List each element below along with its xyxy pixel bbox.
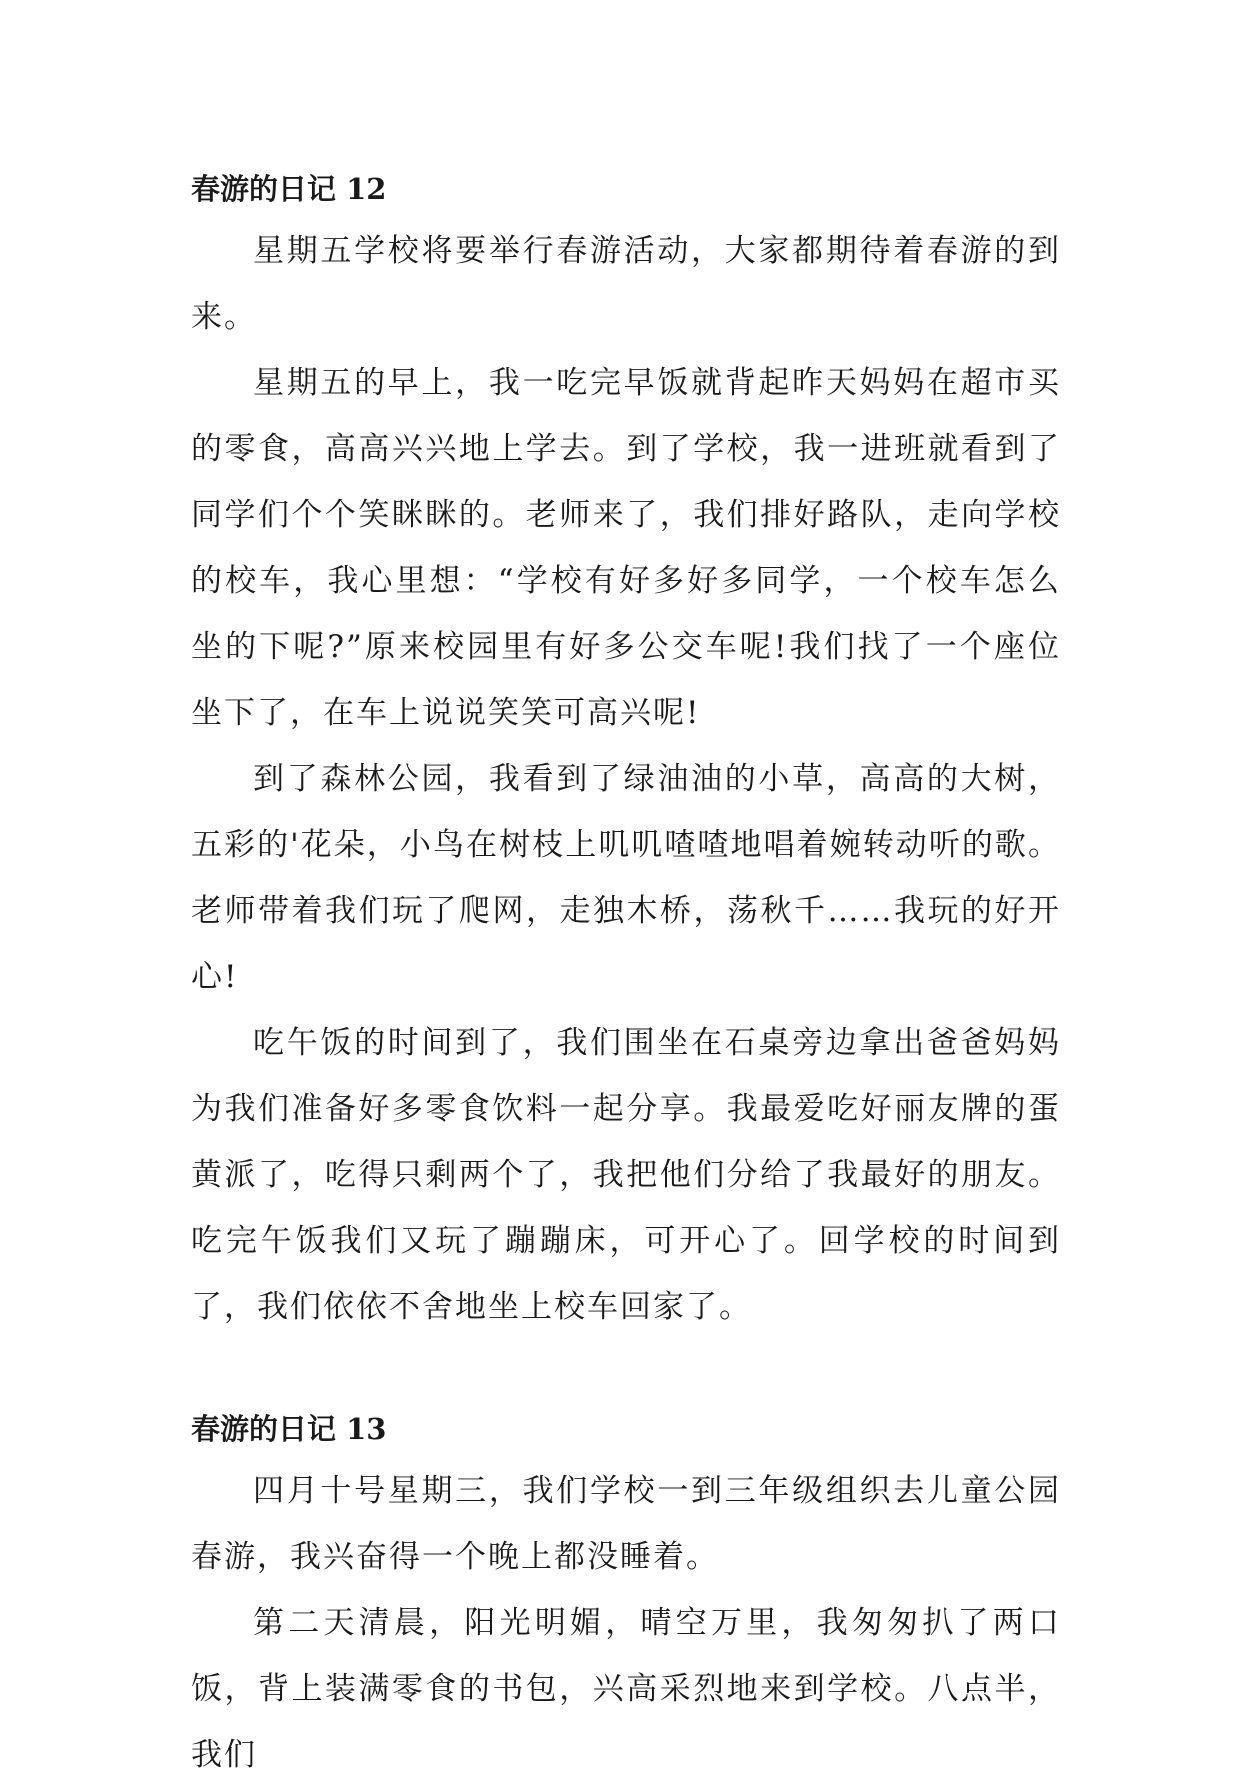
section-spacer xyxy=(191,1340,1061,1400)
entry-title: 春游的日记 13 xyxy=(191,1412,387,1446)
diary-entry-12 xyxy=(191,160,1061,1340)
paragraph: 第二天清晨，阳光明媚，晴空万里，我匆匆扒了两口饭，背上装满零食的书包，兴高采烈地来到学校。八点半，我们 xyxy=(191,1605,1061,1773)
paragraph: 吃午饭的时间到了，我们围坐在石桌旁边拿出爸爸妈妈为我们准备好多零食饮料一起分享。我最爱吃好丽友牌的蛋黄派了，吃得只剩两个了，我把他们分给了我最好的朋友。吃完午饭我们又玩了蹦蹦床，可开心了。回学校的时间到了，我们依依不舍地坐上校车回家了。 xyxy=(191,1025,1061,1325)
paragraph: 星期五学校将要举行春游活动，大家都期待着春游的到来。 xyxy=(191,233,1061,335)
paragraph: 星期五的早上，我一吃完早饭就背起昨天妈妈在超市买的零食，高高兴兴地上学去。到了学校，我一进班就看到了同学们个个笑眯眯的。老师来了，我们排好路队，走向学校的校车，我心里想：“学校有好多好多同学，一个校车怎么坐的下呢?”原来校园里有好多公交车呢!我们找了一个座位坐下了，在车上说说笑笑可高兴呢! xyxy=(191,365,1061,731)
paragraph: 四月十号星期三，我们学校一到三年级组织去儿童公园春游，我兴奋得一个晚上都没睡着。 xyxy=(191,1473,1061,1575)
entry-title: 春游的日记 12 xyxy=(191,172,387,206)
diary-entry-13 xyxy=(191,1400,1061,1788)
paragraph: 到了森林公园，我看到了绿油油的小草，高高的大树，五彩的'花朵，小鸟在树枝上叽叽喳喳地唱着婉转动听的歌。老师带着我们玩了爬网，走独木桥，荡秋千……我玩的好开心! xyxy=(191,761,1061,995)
text-column xyxy=(191,160,1061,1788)
